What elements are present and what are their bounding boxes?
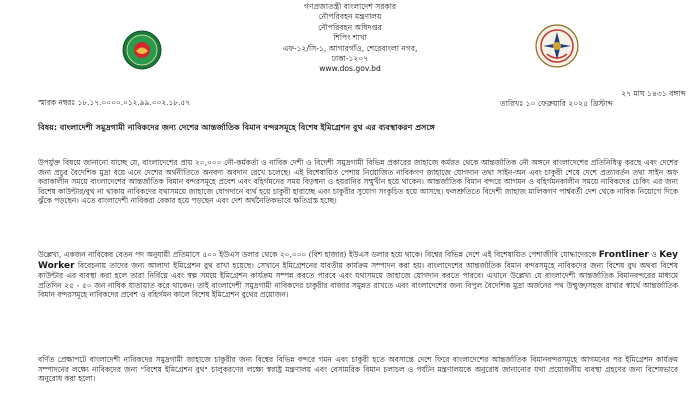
key-worker-term: Key Worker — [38, 250, 678, 271]
letterhead — [200, 2, 500, 75]
body-paragraph-1: উপর্যুক্ত বিষয়ে জানানো যাচ্ছে যে, বাংলাদেশের প্রায় ২০,০০০ নৌ-কর্মকর্তা ও নাবিক দেশী ও বিদেশী সমুদ্রগামী বিভিন্ন প্রকারের জাহাজে কর্মরত থেকে আন্তর্জাতিক নৌ অঙ্গনে বাংলাদেশের প্রতিনিধিত্ব করছে এবং দেশের জন্য প্রচুর বৈদেশিক মুদ্রা বয়ে এনে দেশের অর্থনীতিতে অনবদ্য অবদান রেখে চলেছে। এই বিশেষায়িত পেশায় নিয়োজিত নাবিকগণ জাহাজে যোগদান তথা সাইন-অন এবং চাকুরী শেষে দেশে প্রত্যাবর্তন তথা সাইন অফ করাকালীন সময়ে বাংলাদেশের আন্তর্জাতিক বিমান বন্দরসমূহে প্রবেশ এবং বহির্গমনের সময় বিড়ম্বনা ও হয়রানির সম্মুখীন হয়ে থাকেন। আন্তর্জাতিক বিমান বন্দরে আগমন ও বহির্গমনকালীন সময়ে নাবিকদের চেকিং এর জন্য বিশেষ কাউন্টার/বুথ না থাকায় নাবিকদের যথাসময়ে জাহাজে যোগদানে ব্যর্থ হয়ে চাকুরী হারাচ্ছে এবং চাকুরীর সুযোগ সংকুচিত হয়ে আসছে। ফলশ্রুতিতে বিদেশী জাহাজ মালিকগণ পার্শ্ববর্তী দেশ থেকে নাবিক নিয়োগে দিকে ঝুঁকে পড়ছেন। এতে বাংলাদেশী নাবিকরা বেকার হয়ে পড়ছেন এবং দেশ অর্থনৈতিকভাবে ক্ষতিগ্রস্ত হচ্ছে। — [38, 158, 678, 206]
body-paragraph-2 — [38, 250, 678, 300]
letterhead-section: শিপিং শাখা — [333, 33, 367, 43]
memo-label: স্মারক নম্বরঃ — [38, 98, 76, 107]
subject-label: বিষয়: — [38, 123, 58, 132]
letterhead-website: www.dos.gov.bd — [319, 64, 381, 74]
letterhead-government: গণপ্রজাতন্ত্রী বাংলাদেশ সরকার — [303, 2, 397, 11]
body-paragraph-2-part-b: বিবেচনায় তাদের জন্য আলাদা ইমিগ্রেশন বুথ রাখা হয়েছে। সেখানে ইমিগ্রেশনের যাবতীয় কার্যক্রম সম্পাদন করা হয়। বাংলাদেশের আন্তর্জাতিক বিমান বন্দরসমূহে নাবিকদের জন্য বিশেষ বুথ অথবা বিশেষ কাউন্টার এর ব্যবস্থা করা হলে তারা নির্বিঘ্নে এবং স্বল্প সময়ে ইমিগ্রেশন কার্যক্রম সম্পন্ন করতে পারবে এবং যথাসময়ে জাহাজে যোগদান করতে পারবে। এখানে উল্লেখ্য যে বাংলাদেশী আন্তর্জাতিক বিমানবন্দরের মাধ্যমে প্রতিদিন ২৫ - ৫০ জন নাবিক যাতায়াত করে থাকেন। তাই বাংলাদেশী সমুদ্রগামী নাবিকদের চাকুরীর বাজার সমুন্নত রাখতে এবং বাংলাদেশের জন্য বিপুল বৈদেশিক মুদ্রা অর্জনের পথ উন্মুক্ত/সহজ রাখার স্বার্থে আন্তর্জাতিক বিমান বন্দরসমূহে নাবিকদের প্রবেশ ও বহির্গমন কালে বিশেষ ইমিগ্রেশন বুথের প্রয়োজন। — [38, 260, 678, 300]
date-english: ১০ ফেব্রুয়ারি ২০২৫ খ্রিস্টাব্দ — [525, 99, 613, 108]
letterhead-address: এফ-১২/সি-১, আগারগাঁও, শেরেবাংলা নগর, — [282, 43, 418, 53]
memo-number: ১৮.১৭.০০০০.০১২.৯৯.০০২.১৮.৫৭ — [77, 98, 191, 107]
date-english-line — [500, 99, 690, 109]
subject-text: বাংলাদেশী সমুদ্রগামী নাবিকদের জন্য দেশের আন্তর্জাতিক বিমান বন্দরসমূহে বিশেষ ইমিগ্রেশন বুথ এর ব্যবস্থাকরণ প্রসঙ্গে — [59, 123, 435, 132]
date-label: তারিখঃ — [500, 99, 524, 108]
letterhead-city: ঢাকা-১২০৭ — [331, 54, 369, 64]
date-bangla: ২৭ মাঘ ১৪৩১ বঙ্গাব্দ — [621, 89, 686, 98]
frontliner-term: Frontliner — [598, 250, 649, 260]
government-seal — [122, 30, 162, 70]
subject-line — [38, 122, 678, 134]
conjunction: ও — [651, 250, 657, 259]
body-paragraph-2-part-a: উল্লেখ্য, একজন নাবিকের বেতন পদ অনুযায়ী প্রতিমাসে ৫০০ ইউএস ডলার থেকে ২০,০০০ (বিশ হাজার) ইউএস ডলার হয়ে থাকে। বিশ্বের বিভিন্ন দেশে এই বিশেষায়িত পেশাজীবি যোদ্ধাদেরকে — [38, 250, 597, 259]
body-paragraph-3: বর্ণিত প্রেক্ষাপটে বাংলাদেশী নাবিকদের সমুদ্রগামী জাহাজে চাকুরীর জন্য বিশ্বের বিভিন্ন বন্দরে গমন এবং চাকুরী হতে অবসান্তে দেশে ফিরে বাংলাদেশের আন্তর্জাতিক বিমানবন্দরসমূহে আগমনের পর ইমিগ্রেশন কার্যক্রম সম্পাদনের লক্ষ্যে নাবিকদের জন্য "বিশেষ ইমিগ্রেশন বুথ" চালুকরণের লক্ষ্যে স্বরাষ্ট্র মন্ত্রণালয় এবং বেসামরিক বিমান চলাচল ও পর্যটন মন্ত্রণালয়কে অনুরোধ জানানোর যথা প্রয়োজনীয় ব্যবস্থা গ্রহণের জন্য বিশেষভাবে অনুরোধ করা হলো। — [38, 355, 678, 384]
letterhead-department: নৌপরিবহন অধিদপ্তর — [318, 22, 382, 32]
date-block — [500, 89, 690, 109]
letterhead-ministry: নৌপরিবহন মন্ত্রণালয় — [318, 12, 382, 22]
department-emblem — [535, 24, 579, 68]
memo-number-line — [38, 98, 190, 110]
